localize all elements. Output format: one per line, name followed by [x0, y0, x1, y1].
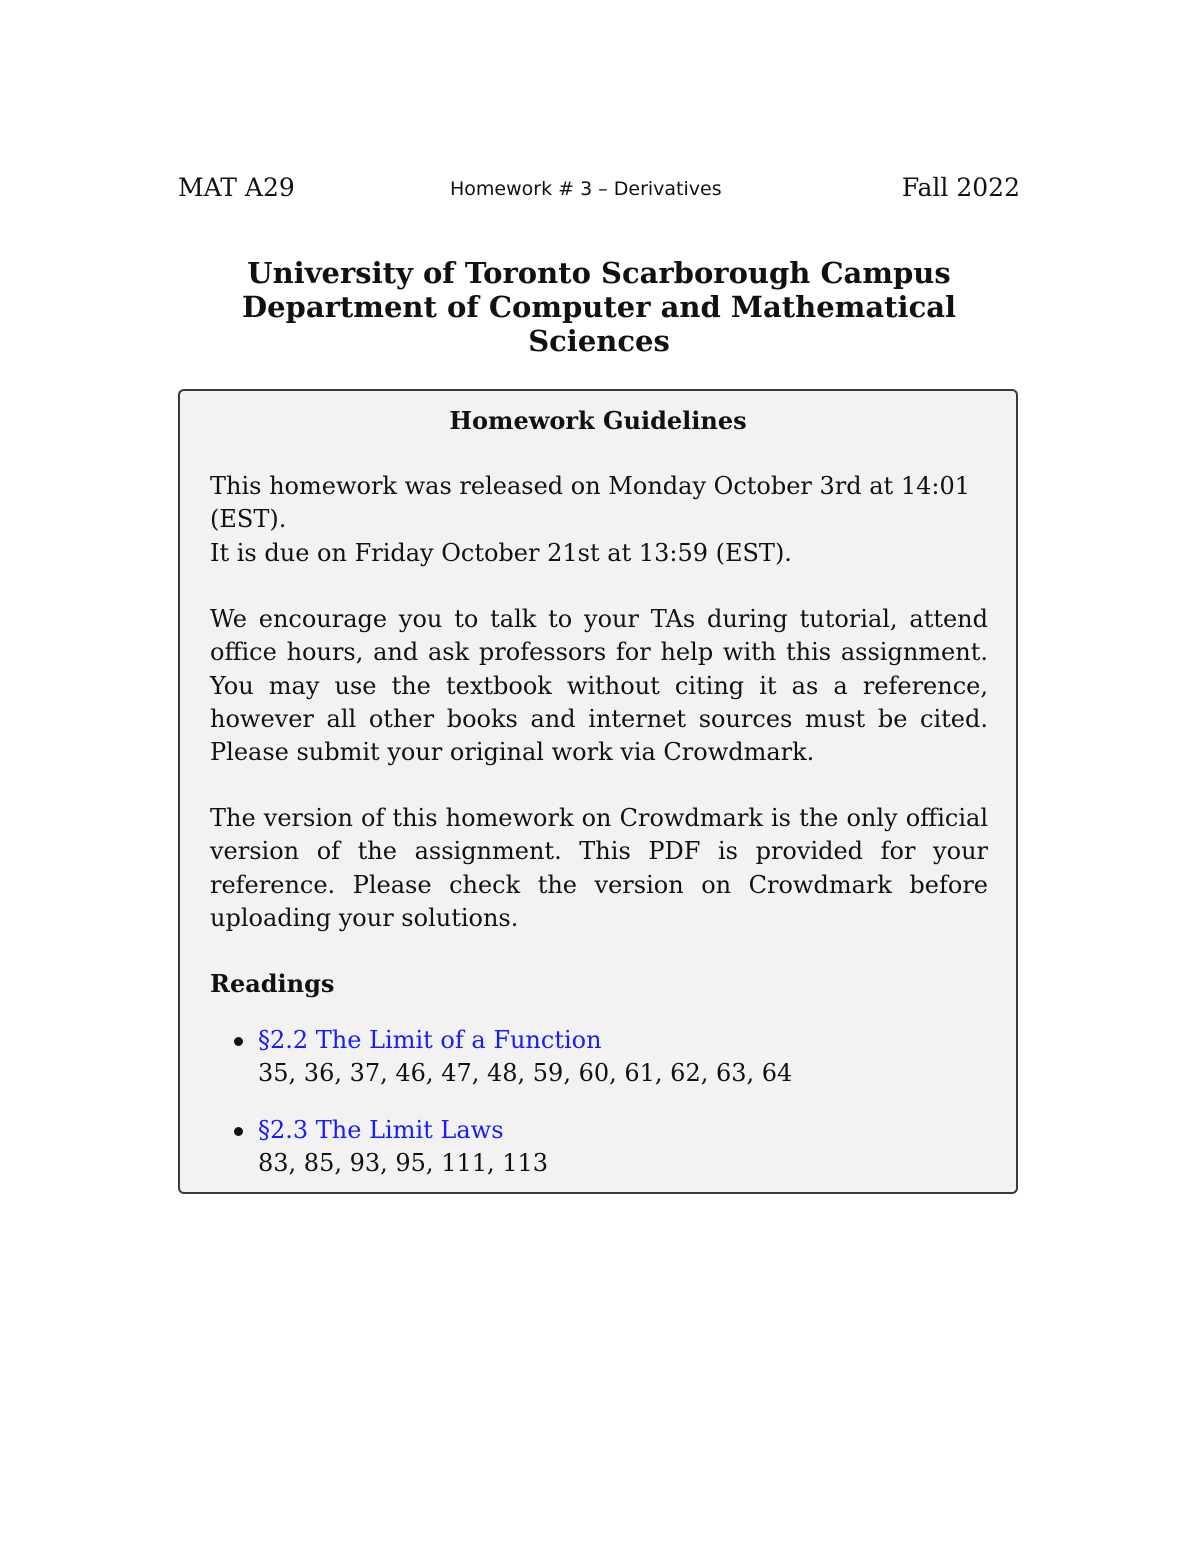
reading-link-section-2-2[interactable]: §2.2 The Limit of a Function [258, 1026, 602, 1054]
list-item [210, 1114, 988, 1181]
due-line: It is due on Friday October 21st at 13:59 (EST). [210, 538, 792, 567]
title-line-department: Department of Computer and Mathematical [241, 290, 957, 324]
reading-link-section-2-3[interactable]: §2.3 The Limit Laws [258, 1116, 504, 1144]
guidelines-heading: Homework Guidelines [449, 406, 747, 435]
reading-problems: 83, 85, 93, 95, 111, 113 [258, 1149, 549, 1178]
course-code: MAT A29 [178, 173, 295, 202]
bullet-icon [234, 1127, 243, 1136]
official-version-paragraph: The version of this homework on Crowdmark is the only official version of the assignment. This PDF is provided for your reference. Please check the version on Crowdmark before uploading your solutions. [210, 804, 988, 932]
title-line-university: University of Toronto Scarborough Campus [247, 256, 951, 290]
release-timezone: (EST). [210, 505, 287, 534]
readings-heading: Readings [210, 969, 335, 998]
term-label: Fall 2022 [901, 173, 1020, 202]
release-info [210, 470, 988, 570]
readings-list [210, 1024, 988, 1091]
release-line: This homework was released on Monday October 3rd at 14:01 [210, 472, 970, 500]
document-title [178, 256, 1020, 358]
list-item [210, 1024, 988, 1091]
collaboration-paragraph: We encourage you to talk to your TAs during tutorial, attend office hours, and ask professors for help with this assignment. You may use the textbook without citing it as a reference, however all other books and internet sources must be cited. Please submit your original work via Crowdmark. [210, 605, 988, 767]
assignment-title: Homework # 3 – Derivatives [450, 178, 722, 200]
reading-problems: 35, 36, 37, 46, 47, 48, 59, 60, 61, 62, 63, 64 [258, 1059, 793, 1088]
bullet-icon [234, 1037, 243, 1046]
readings-list [210, 1114, 988, 1181]
guidelines-box [178, 389, 1018, 1194]
page-header [178, 172, 1020, 206]
title-line-sciences: Sciences [528, 324, 670, 358]
